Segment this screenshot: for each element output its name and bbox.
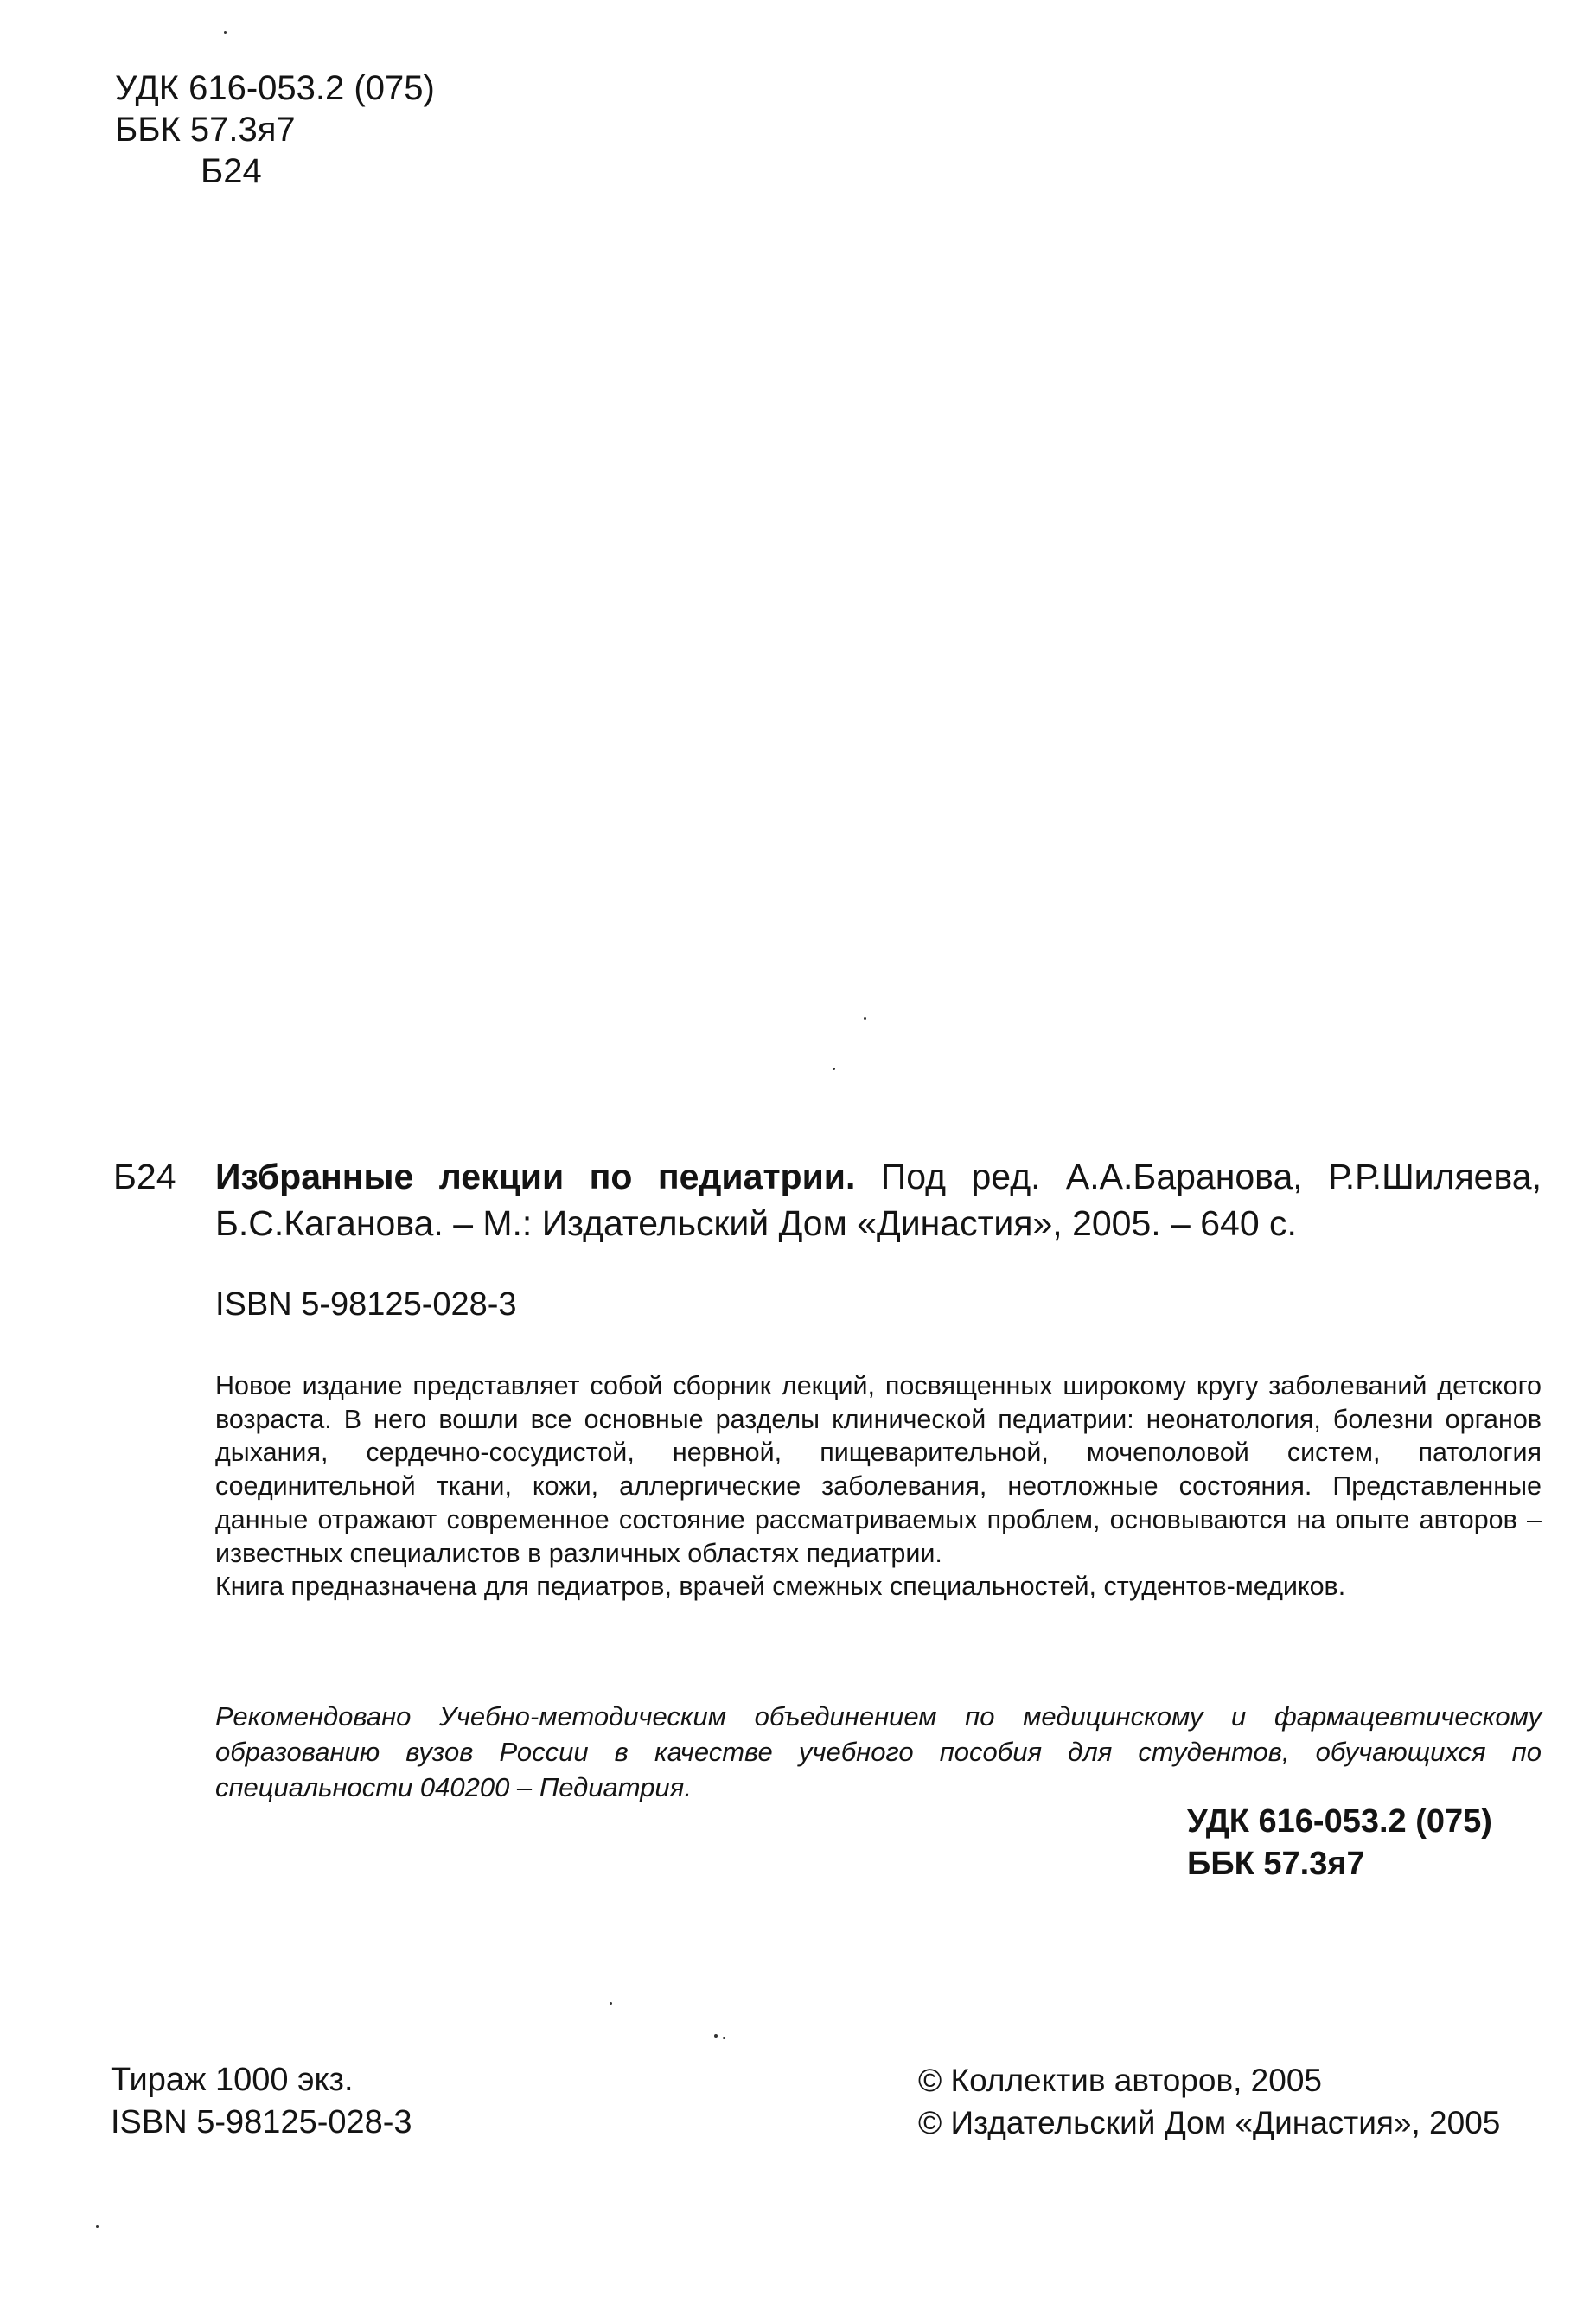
- isbn: ISBN 5-98125-028-3: [215, 1286, 517, 1323]
- annotation: [215, 1369, 1542, 1604]
- imprint: [111, 2059, 412, 2144]
- scan-speck: [610, 2002, 612, 2005]
- scan-speck: [833, 1068, 835, 1070]
- bibliographic-entry: [215, 1153, 1542, 1247]
- annotation-paragraph: Новое издание представляет собой сборник лекций, посвященных широкому кругу заболеваний детского возраста. В него вошли все основные разделы клинической педиатрии: неонатология, болезни органов дыхания, сердечно-сосудистой, нервной, пищеварительной, мочеполовой систем, патология соединительной ткани, кожи, аллергические заболевания, неотложные состояния. Представленные данные отражают современное состояние рассматриваемых проблем, основываются на опыте авторов – известных специалистов в различных областях педиатрии.: [215, 1371, 1542, 1568]
- header-codes: [115, 67, 435, 192]
- bibliographic-details: Под ред. А.А.Баранова, Р.Р.Шиляева, Б.С.Каганова. – М.: Издательский Дом «Династия», 2005. – 640 с.: [215, 1157, 1542, 1243]
- copyright: [918, 2059, 1500, 2144]
- scan-speck: [96, 2225, 99, 2228]
- entry-author-sign: Б24: [113, 1157, 176, 1196]
- print-run: Тираж 1000 экз.: [111, 2062, 354, 2098]
- udk-code-bold: УДК 616-053.2 (075): [1187, 1803, 1492, 1840]
- book-title: Избранные лекции по педиатрии.: [215, 1157, 856, 1196]
- bbk-code-bold: ББК 57.3я7: [1187, 1846, 1365, 1882]
- scan-speck: [864, 1017, 866, 1020]
- scan-speck: [224, 31, 227, 34]
- copyright-authors: © Коллектив авторов, 2005: [918, 2063, 1322, 2098]
- scan-speck: [714, 2034, 718, 2038]
- annotation-audience: Книга предназначена для педиатров, врачей смежных специальностей, студентов-медиков.: [215, 1572, 1346, 1602]
- scan-speck: [723, 2037, 725, 2039]
- recommendation: Рекомендовано Учебно-методическим объединением по медицинскому и фармацевтическому образованию вузов России в качестве учебного пособия для студентов, обучающихся по специальности 040200 – Педиатрия.: [215, 1701, 1542, 1802]
- bbk-code: ББК 57.3я7: [115, 111, 296, 149]
- author-sign: Б24: [201, 152, 262, 190]
- copyright-publisher: © Издательский Дом «Династия», 2005: [918, 2105, 1501, 2140]
- imprint-isbn: ISBN 5-98125-028-3: [111, 2104, 412, 2140]
- footer-codes: [1187, 1801, 1492, 1885]
- udk-code: УДК 616-053.2 (075): [115, 69, 435, 107]
